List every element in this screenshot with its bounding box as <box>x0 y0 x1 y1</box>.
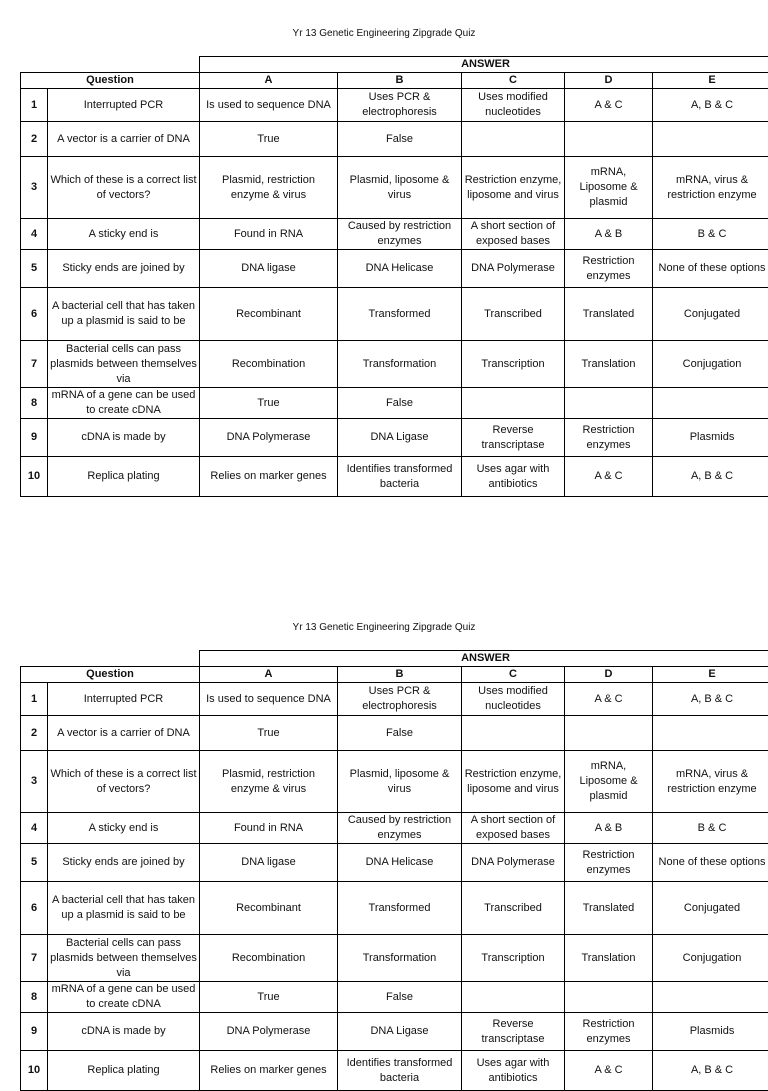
option-e-cell: None of these options <box>653 844 768 882</box>
option-c-cell: A short section of exposed bases <box>462 219 565 250</box>
option-a-cell: Relies on marker genes <box>200 457 338 497</box>
question-text: cDNA is made by <box>48 419 200 457</box>
option-c-cell <box>462 388 565 419</box>
option-c-cell: Uses agar with antibiotics <box>462 457 565 497</box>
option-d-cell: Restriction enzymes <box>565 419 653 457</box>
table-row <box>21 341 768 388</box>
option-e-cell: None of these options <box>653 250 768 288</box>
option-e-cell: Plasmids <box>653 419 768 457</box>
question-text: A vector is a carrier of DNA <box>48 122 200 157</box>
option-c-cell <box>462 982 565 1013</box>
question-text: A sticky end is <box>48 813 200 844</box>
option-e-cell <box>653 982 768 1013</box>
table-row <box>21 982 768 1013</box>
option-b-cell: Identifies transformed bacteria <box>338 1051 462 1091</box>
option-c-cell: Transcribed <box>462 882 565 935</box>
option-d-cell: Translation <box>565 935 653 982</box>
question-number: 7 <box>21 935 48 982</box>
option-e-cell: A, B & C <box>653 457 768 497</box>
question-text: A sticky end is <box>48 219 200 250</box>
option-a-cell: Recombination <box>200 935 338 982</box>
question-text: Replica plating <box>48 1051 200 1091</box>
column-header-row <box>21 667 768 683</box>
question-header: Question <box>21 73 200 89</box>
option-a-cell: Plasmid, restriction enzyme & virus <box>200 157 338 219</box>
option-b-cell: Transformed <box>338 288 462 341</box>
option-e-cell: A, B & C <box>653 683 768 716</box>
option-e-cell: B & C <box>653 219 768 250</box>
table-row <box>21 157 768 219</box>
option-a-cell: True <box>200 122 338 157</box>
table-row <box>21 219 768 250</box>
option-d-cell: Restriction enzymes <box>565 844 653 882</box>
option-d-cell: A & C <box>565 1051 653 1091</box>
option-a-cell: Recombinant <box>200 288 338 341</box>
question-header: Question <box>21 667 200 683</box>
option-e-cell: A, B & C <box>653 1051 768 1091</box>
answer-header-row <box>21 651 768 667</box>
option-e-cell: Plasmids <box>653 1013 768 1051</box>
option-c-cell: A short section of exposed bases <box>462 813 565 844</box>
question-text: Sticky ends are joined by <box>48 250 200 288</box>
option-header-d: D <box>565 667 653 683</box>
option-e-cell: A, B & C <box>653 89 768 122</box>
blank-corner <box>21 651 200 667</box>
question-text: Sticky ends are joined by <box>48 844 200 882</box>
option-b-cell: False <box>338 388 462 419</box>
option-e-cell <box>653 716 768 751</box>
table-row <box>21 882 768 935</box>
option-header-a: A <box>200 667 338 683</box>
option-e-cell: Conjugation <box>653 341 768 388</box>
question-number: 9 <box>21 419 48 457</box>
option-c-cell <box>462 122 565 157</box>
option-c-cell: Uses modified nucleotides <box>462 89 565 122</box>
table-row <box>21 419 768 457</box>
question-text: Bacterial cells can pass plasmids between themselves via <box>48 341 200 388</box>
option-c-cell: Reverse transcriptase <box>462 1013 565 1051</box>
option-d-cell: A & B <box>565 219 653 250</box>
option-d-cell: A & C <box>565 89 653 122</box>
option-b-cell: DNA Helicase <box>338 250 462 288</box>
option-b-cell: False <box>338 982 462 1013</box>
table-row <box>21 388 768 419</box>
table-row <box>21 457 768 497</box>
option-a-cell: DNA Polymerase <box>200 419 338 457</box>
option-header-d: D <box>565 73 653 89</box>
option-d-cell <box>565 982 653 1013</box>
option-e-cell: Conjugated <box>653 882 768 935</box>
question-text: mRNA of a gene can be used to create cDNA <box>48 388 200 419</box>
option-b-cell: Transformation <box>338 935 462 982</box>
question-text: A bacterial cell that has taken up a plasmid is said to be <box>48 882 200 935</box>
table-row <box>21 683 768 716</box>
question-text: Interrupted PCR <box>48 89 200 122</box>
table-row <box>21 250 768 288</box>
question-number: 2 <box>21 716 48 751</box>
question-text: mRNA of a gene can be used to create cDNA <box>48 982 200 1013</box>
option-a-cell: Plasmid, restriction enzyme & virus <box>200 751 338 813</box>
question-number: 8 <box>21 982 48 1013</box>
option-c-cell: Transcription <box>462 341 565 388</box>
table-row <box>21 751 768 813</box>
table-row <box>21 813 768 844</box>
option-d-cell: mRNA, Liposome & plasmid <box>565 157 653 219</box>
option-c-cell: Uses agar with antibiotics <box>462 1051 565 1091</box>
question-number: 1 <box>21 89 48 122</box>
option-header-e: E <box>653 73 768 89</box>
option-c-cell: DNA Polymerase <box>462 844 565 882</box>
answer-header: ANSWER <box>200 651 768 667</box>
option-b-cell: Identifies transformed bacteria <box>338 457 462 497</box>
option-c-cell: Reverse transcriptase <box>462 419 565 457</box>
option-b-cell: False <box>338 122 462 157</box>
option-header-c: C <box>462 667 565 683</box>
option-c-cell: Transcribed <box>462 288 565 341</box>
option-b-cell: Caused by restriction enzymes <box>338 219 462 250</box>
option-e-cell: B & C <box>653 813 768 844</box>
option-b-cell: Transformation <box>338 341 462 388</box>
option-a-cell: Is used to sequence DNA <box>200 683 338 716</box>
quiz-sheet-2 <box>20 620 768 1091</box>
option-b-cell: DNA Ligase <box>338 419 462 457</box>
option-b-cell: Uses PCR & electrophoresis <box>338 89 462 122</box>
option-a-cell: DNA ligase <box>200 844 338 882</box>
blank-corner <box>21 57 200 73</box>
option-c-cell: DNA Polymerase <box>462 250 565 288</box>
option-c-cell: Restriction enzyme, liposome and virus <box>462 157 565 219</box>
option-a-cell: DNA ligase <box>200 250 338 288</box>
question-text: Interrupted PCR <box>48 683 200 716</box>
option-d-cell: A & C <box>565 457 653 497</box>
option-header-c: C <box>462 73 565 89</box>
column-header-row <box>21 73 768 89</box>
option-d-cell: mRNA, Liposome & plasmid <box>565 751 653 813</box>
option-header-b: B <box>338 73 462 89</box>
question-text: A bacterial cell that has taken up a plasmid is said to be <box>48 288 200 341</box>
option-d-cell: Translated <box>565 288 653 341</box>
option-header-b: B <box>338 667 462 683</box>
question-number: 10 <box>21 1051 48 1091</box>
option-b-cell: DNA Ligase <box>338 1013 462 1051</box>
option-d-cell: Restriction enzymes <box>565 250 653 288</box>
option-a-cell: DNA Polymerase <box>200 1013 338 1051</box>
quiz-sheet-1 <box>20 26 768 497</box>
question-number: 2 <box>21 122 48 157</box>
question-text: A vector is a carrier of DNA <box>48 716 200 751</box>
quiz-table-body <box>21 651 768 1091</box>
option-d-cell: A & C <box>565 683 653 716</box>
table-row <box>21 1013 768 1051</box>
option-e-cell: Conjugation <box>653 935 768 982</box>
question-number: 5 <box>21 844 48 882</box>
option-d-cell: Translated <box>565 882 653 935</box>
option-b-cell: Plasmid, liposome & virus <box>338 157 462 219</box>
option-d-cell <box>565 122 653 157</box>
quiz-table <box>20 56 768 497</box>
option-header-e: E <box>653 667 768 683</box>
question-number: 3 <box>21 751 48 813</box>
question-number: 6 <box>21 288 48 341</box>
table-row <box>21 122 768 157</box>
table-row <box>21 716 768 751</box>
question-number: 5 <box>21 250 48 288</box>
question-text: cDNA is made by <box>48 1013 200 1051</box>
table-row <box>21 288 768 341</box>
option-a-cell: True <box>200 982 338 1013</box>
question-number: 9 <box>21 1013 48 1051</box>
option-c-cell <box>462 716 565 751</box>
option-d-cell <box>565 388 653 419</box>
option-a-cell: True <box>200 388 338 419</box>
option-e-cell: Conjugated <box>653 288 768 341</box>
table-row <box>21 89 768 122</box>
quiz-title: Yr 13 Genetic Engineering Zipgrade Quiz <box>20 26 748 56</box>
question-number: 1 <box>21 683 48 716</box>
table-row <box>21 844 768 882</box>
quiz-table <box>20 650 768 1091</box>
quiz-title: Yr 13 Genetic Engineering Zipgrade Quiz <box>20 620 748 650</box>
question-text: Which of these is a correct list of vectors? <box>48 751 200 813</box>
question-number: 4 <box>21 813 48 844</box>
option-b-cell: Uses PCR & electrophoresis <box>338 683 462 716</box>
quiz-table-body <box>21 57 768 497</box>
question-number: 8 <box>21 388 48 419</box>
option-d-cell <box>565 716 653 751</box>
option-a-cell: Found in RNA <box>200 813 338 844</box>
option-b-cell: Caused by restriction enzymes <box>338 813 462 844</box>
option-b-cell: False <box>338 716 462 751</box>
option-d-cell: Translation <box>565 341 653 388</box>
question-number: 3 <box>21 157 48 219</box>
option-c-cell: Transcription <box>462 935 565 982</box>
option-a-cell: Recombinant <box>200 882 338 935</box>
option-a-cell: Recombination <box>200 341 338 388</box>
question-number: 4 <box>21 219 48 250</box>
option-d-cell: Restriction enzymes <box>565 1013 653 1051</box>
option-a-cell: True <box>200 716 338 751</box>
option-e-cell: mRNA, virus & restriction enzyme <box>653 751 768 813</box>
answer-header: ANSWER <box>200 57 768 73</box>
option-c-cell: Restriction enzyme, liposome and virus <box>462 751 565 813</box>
question-text: Which of these is a correct list of vectors? <box>48 157 200 219</box>
table-row <box>21 935 768 982</box>
question-number: 6 <box>21 882 48 935</box>
question-number: 7 <box>21 341 48 388</box>
table-row <box>21 1051 768 1091</box>
option-d-cell: A & B <box>565 813 653 844</box>
option-a-cell: Relies on marker genes <box>200 1051 338 1091</box>
answer-header-row <box>21 57 768 73</box>
option-a-cell: Is used to sequence DNA <box>200 89 338 122</box>
question-number: 10 <box>21 457 48 497</box>
question-text: Bacterial cells can pass plasmids between themselves via <box>48 935 200 982</box>
option-a-cell: Found in RNA <box>200 219 338 250</box>
option-e-cell <box>653 122 768 157</box>
option-e-cell: mRNA, virus & restriction enzyme <box>653 157 768 219</box>
option-header-a: A <box>200 73 338 89</box>
option-c-cell: Uses modified nucleotides <box>462 683 565 716</box>
option-b-cell: Transformed <box>338 882 462 935</box>
question-text: Replica plating <box>48 457 200 497</box>
option-b-cell: Plasmid, liposome & virus <box>338 751 462 813</box>
option-b-cell: DNA Helicase <box>338 844 462 882</box>
option-e-cell <box>653 388 768 419</box>
